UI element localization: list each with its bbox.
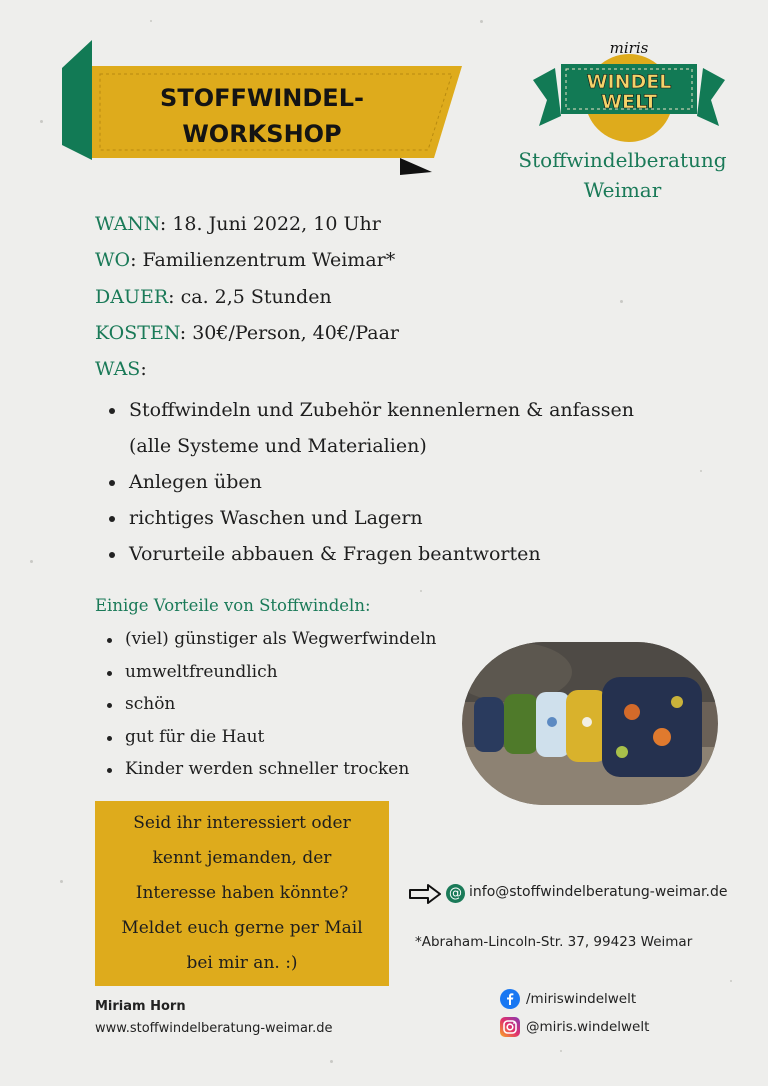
list-item: (viel) günstiger als Wegwerfwindeln — [103, 623, 436, 656]
callout-line: Interesse haben könnte? — [135, 883, 349, 903]
diapers-photo — [462, 642, 718, 805]
logo-small-text: miris — [609, 39, 649, 57]
instagram-link[interactable] — [500, 1016, 649, 1038]
facebook-link[interactable] — [500, 988, 636, 1010]
logo-subtitle-line-1: Stoffwindelberatung — [518, 148, 727, 172]
author-name: Miriam Horn — [95, 999, 186, 1014]
detail-kosten — [95, 320, 399, 346]
email-link[interactable]: info@stoffwindelberatung-weimar.de — [469, 884, 728, 900]
vorteile-heading: Einige Vorteile von Stoffwindeln: — [95, 596, 371, 615]
arrow-right-icon — [408, 883, 442, 905]
detail-key: KOSTEN — [95, 322, 180, 344]
detail-key: WANN — [95, 213, 160, 235]
address-text: *Abraham-Lincoln-Str. 37, 99423 Weimar — [415, 934, 693, 950]
detail-key: WO — [95, 249, 131, 271]
list-item: gut für die Haut — [103, 721, 436, 754]
detail-key: DAUER — [95, 286, 169, 308]
instagram-icon — [500, 1017, 520, 1037]
detail-wo — [95, 247, 395, 273]
callout-line: bei mir an. :) — [186, 953, 298, 973]
vorteile-list — [103, 623, 436, 786]
instagram-handle: @miris.windelwelt — [526, 1019, 650, 1035]
at-icon: @ — [446, 884, 465, 903]
website-link[interactable]: www.stoffwindelberatung-weimar.de — [95, 1021, 333, 1036]
detail-dauer — [95, 284, 332, 310]
detail-value: : ca. 2,5 Stunden — [168, 286, 332, 308]
detail-value: : — [140, 358, 147, 380]
list-item: Kinder werden schneller trocken — [103, 753, 436, 786]
workshop-title — [92, 80, 432, 152]
was-list — [105, 392, 665, 572]
detail-key: WAS — [95, 358, 141, 380]
detail-value: : 30€/Person, 40€/Paar — [179, 322, 399, 344]
detail-value: : 18. Juni 2022, 10 Uhr — [159, 213, 381, 235]
list-item: Stoffwindeln und Zubehör kennenlernen & anfassen (alle Systeme und Materialien) — [105, 392, 665, 464]
windelwelt-logo — [533, 38, 725, 143]
title-line-1: STOFFWINDEL- — [160, 84, 364, 112]
detail-wann — [95, 211, 381, 237]
callout-text — [102, 806, 382, 981]
list-item: schön — [103, 688, 436, 721]
facebook-icon — [500, 989, 520, 1009]
list-item: richtiges Waschen und Lagern — [105, 500, 665, 536]
logo-word-1: WINDEL — [586, 71, 672, 93]
logo-subtitle — [495, 145, 750, 205]
list-item: Anlegen üben — [105, 464, 665, 500]
callout-line: Seid ihr interessiert oder — [133, 813, 351, 833]
callout-line: kennt jemanden, der — [152, 848, 332, 868]
detail-was — [95, 356, 147, 382]
logo-subtitle-line-2: Weimar — [583, 178, 662, 202]
list-item: umweltfreundlich — [103, 656, 436, 689]
contact-callout — [95, 801, 389, 986]
facebook-handle: /miriswindelwelt — [526, 991, 637, 1007]
callout-line: Meldet euch gerne per Mail — [121, 918, 363, 938]
title-line-2: WORKSHOP — [182, 120, 342, 148]
list-item: Vorurteile abbauen & Fragen beantworten — [105, 536, 665, 572]
detail-value: : Familienzentrum Weimar* — [130, 249, 396, 271]
logo-word-2: WELT — [601, 91, 657, 113]
